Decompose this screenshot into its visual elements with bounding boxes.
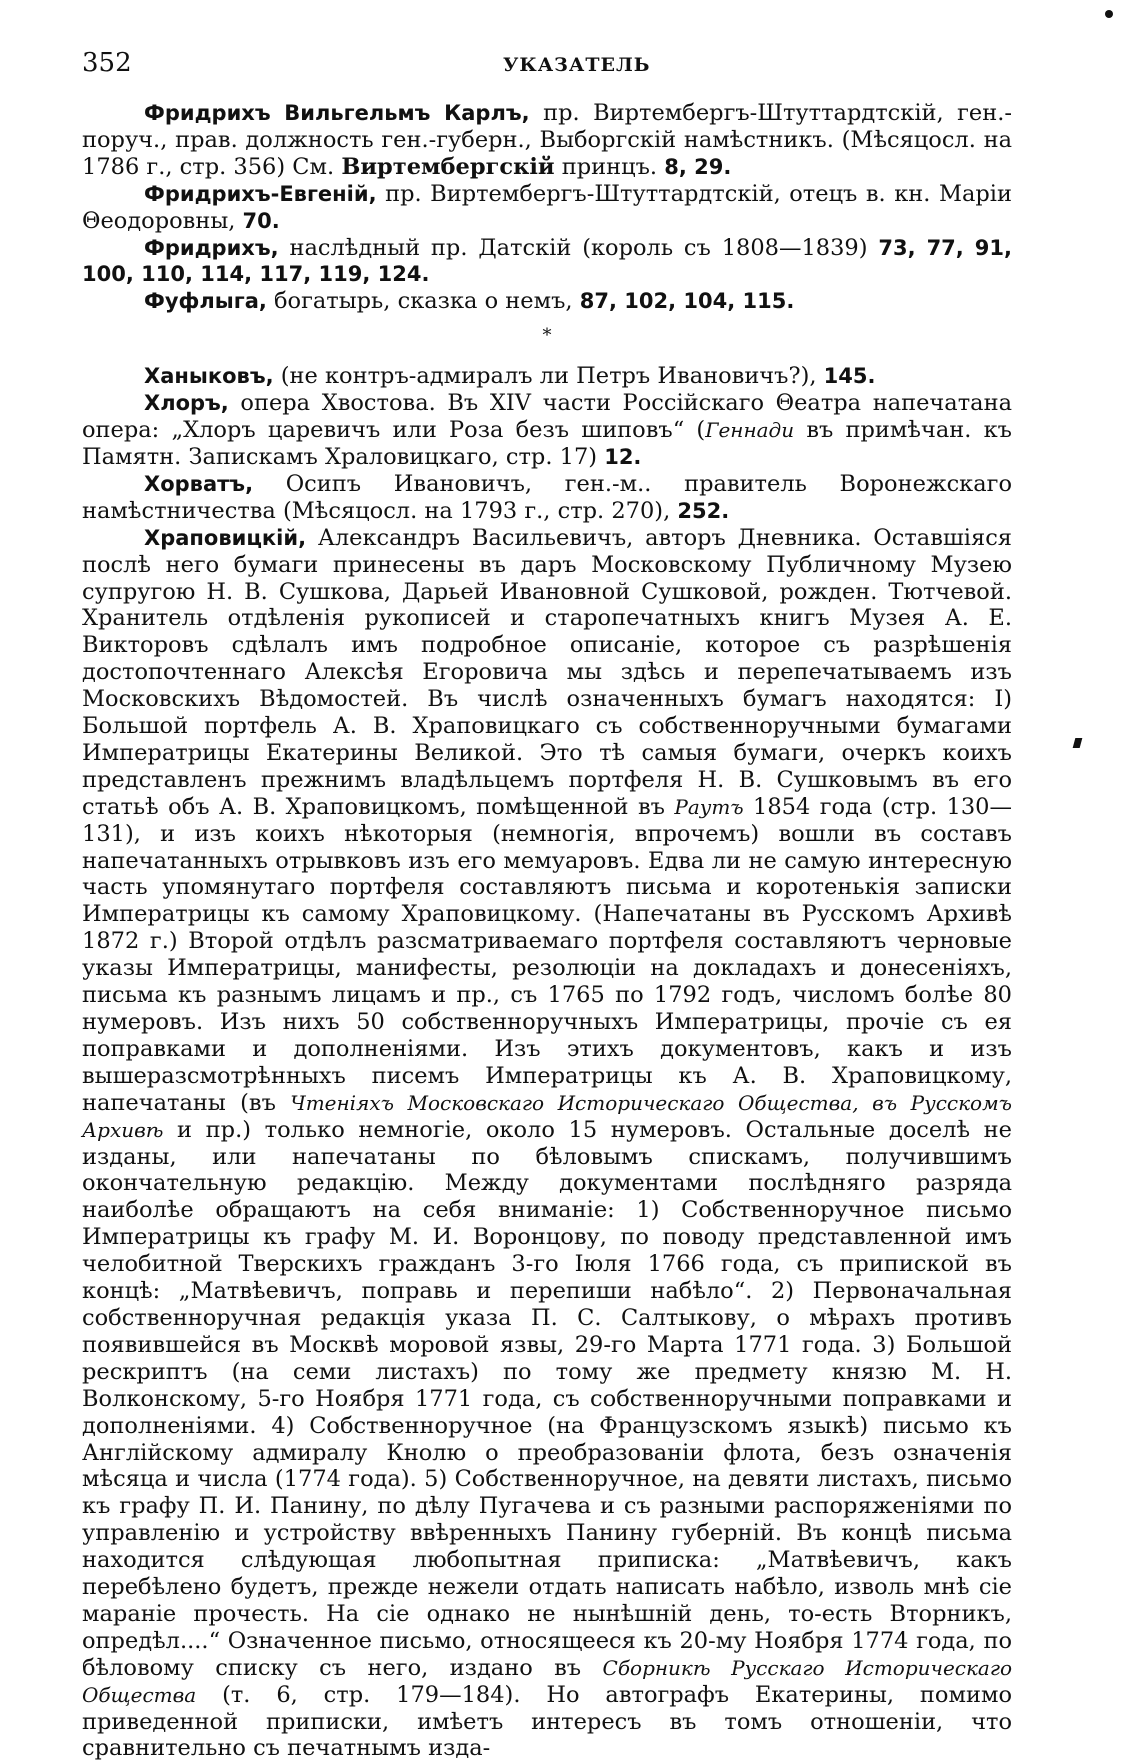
entry-text: въ примѣчан. къ Памятн. Запискамъ Храловицкаго, стр. 17) [82,417,1012,470]
index-entry [82,390,1012,471]
entry-text: (т. 6, стр. 179—184). Но автографъ Екатерины, помимо приведенной приписки, имѣетъ интересъ въ томъ отношеніи, что сравнительно съ печатнымъ изда- [82,1681,1012,1762]
italic-citation: Раутъ [674,794,744,819]
index-entry [82,100,1012,181]
entry-text: Александръ Васильевичъ, авторъ Дневника. Оставшіяся послѣ него бумаги принесены въ даръ Московскому Публичному Музею супругою Н. В. Сушкова, Дарьей Ивановной Сушковой, рожден. Тютчевой. Хранитель отдѣленія рукописей и старопечатныхъ книгъ Музея А. Е. Викторовъ сдѣлалъ имъ подробное описаніе, которое съ разрѣшенія достопочтеннаго Алексѣя Егоровича мы здѣсь и перепечатываемъ изъ Московскихъ Вѣдомостей. Въ числѣ означенныхъ бумагъ находятся: I) Большой портфель А. В. Храповицкаго съ собственноручными бумагами Императрицы Екатерины Великой. Это тѣ самыя бумаги, очеркъ коихъ представленъ прежнимъ владѣльцемъ портфеля Н. В. Сушковымъ въ его статьѣ объ А. В. Храповицкомъ, помѣщенной въ [82,524,1012,820]
entry-heading: Ханыковъ, [144,364,274,389]
italic-citation: Чтеніяхъ Московскаго Историческаго Общества, въ Русскомъ Архивѣ [82,1090,1012,1142]
index-entry-long [82,525,1012,1762]
entry-text: (не контръ-адмиралъ ли Петръ Ивановичъ?), [273,363,824,390]
entry-text: и пр.) только немногіе, около 15 нумеровъ. Остальные доселѣ не изданы, или напечатаны по бѣловымъ спискамъ, получившимъ окончательную редакцію. Между документами послѣдняго разряда наиболѣе обращаютъ на себя вниманіе: 1) Собственноручное письмо Императрицы къ графу М. И. Воронцову, по поводу представленной имъ челобитной Тверскихъ гражданъ 3-го Іюля 1766 года, съ припиской въ концѣ: „Матвѣевичъ, поправь и перепиши набѣло“. 2) Первоначальная собственноручная редакція указа П. С. Салтыкову, о мѣрахъ противъ появившейся въ Москвѣ моровой язвы, 29-го Марта 1771 года. 3) Большой рескриптъ (на семи листахъ) по тому же предмету князю М. Н. Волконскому, 5-го Ноября 1771 года, съ собственноручными поправками и дополненіями. 4) Собственноручное (на Французскомъ языкѣ) письмо къ Англійскому адмиралу Кнолю о преобразованіи флота, безъ означенія мѣсяца и числа (1774 года). 5) Собственноручное, на девяти листахъ, письмо къ графу П. И. Панину, по дѣлу Пугачева и съ разными распоряженіями по управленію и устройству ввѣренныхъ Панину губерній. Въ концѣ письма находится слѣдующая любопытная приписка: „Матвѣевичъ, какъ перебѣлено будетъ, прежде нежели отдать написать набѣло, изволь мнѣ сіе мараніе прочесть. На сіе однако не нынѣшній день, то-есть Вторникъ, опредѣл....“ Означенное письмо, относящееся къ 20-му Ноября 1774 года, по бѣловому списку съ него, издано въ [82,1116,1012,1681]
entry-heading: Хорватъ, [144,471,254,496]
cross-reference: Виртембергскій [341,153,555,180]
running-title: УКАЗАТЕЛЬ [503,54,651,76]
ink-blot-mark [1073,738,1083,748]
page-references: 87, 102, 104, 115. [579,289,795,314]
entry-text: 1854 года (стр. 130—131), и изъ коихъ нѣкоторыя (немногія, впрочемъ) вошли въ составъ напечатанныхъ отрывковъ изъ его мемуаровъ. Едва ли не самую интересную часть упомянутаго портфеля составляютъ письма и коротенькія записки Императрицы къ самому Храповицкому. (Напечатаны въ Русскомъ Архивѣ 1872 г.) Второй отдѣлъ разсматриваемаго портфеля составляютъ черновые указы Императрицы, манифесты, резолюціи на докладахъ и донесеніяхъ, письма къ разнымъ лицамъ и пр., съ 1765 по 1792 годъ, числомъ болѣе 80 нумеровъ. Изъ нихъ 50 собственноручныхъ Императрицы, прочіе съ ея поправками и дополненіями. Изъ этихъ документовъ, какъ и изъ вышеразсмотрѣнныхъ писемъ Императрицы къ А. В. Храповицкому, напечатаны (въ [82,793,1012,1116]
italic-citation: Геннади [705,418,795,443]
entry-text: пр. Виртембергъ-Штуттардтскій, отецъ в. кн. Маріи Θеодоровны, [82,180,1012,234]
index-entry [82,363,1012,390]
index-entry [82,235,1012,289]
page-references: 73, 77, 91, 100, 110, 114, 117, 119, 124. [82,235,1012,287]
page-references: 145. [823,364,876,389]
index-entry [82,471,1012,525]
page-number: 352 [82,48,132,78]
entry-heading: Хлоръ, [144,391,229,416]
entry-text: наслѣдный пр. Датскій (король съ 1808—1839) [278,234,879,261]
entry-text: принцъ. [554,153,665,180]
index-entry [82,288,1012,315]
page-references: 252. [677,498,730,523]
page-references: 70. [242,208,280,233]
entry-text: опера Хвостова. Въ XIV части Россійскаго Θеатра напечатана опера: „Хлоръ царевичъ или Роза безъ шиповъ“ ( [82,390,1012,444]
entry-heading: Храповицкій, [144,525,307,550]
entry-text: Осипъ Ивановичъ, ген.-м.. правитель Воронежскаго намѣстничества (Мѣсяцосл. на 1793 г., стр. 270), [82,470,1012,524]
section-separator: * [542,325,552,347]
entry-heading: Фуфлыга, [144,289,267,314]
index-entry [82,181,1012,235]
page-references: 12. [604,444,642,469]
entry-heading: Фридрихъ, [144,235,279,260]
page-references: 8, 29. [664,154,732,179]
italic-citation: Сборникѣ Русскаго Историческаго Общества [82,1655,1013,1707]
index-body [82,100,1012,1762]
entry-text: богатырь, сказка о немъ, [266,288,580,315]
entry-text: пр. Виртембергъ-Штуттардтскій, ген.-поруч., прав. должность ген.-губерн., Выборгскій намѣстникъ. (Мѣсяцосл. на 1786 г., стр. 356) См. [82,100,1012,180]
entry-heading: Фридрихъ-Евгеній, [144,181,377,206]
ink-dot-mark [1105,10,1113,18]
entry-heading: Фридрихъ Вильгельмъ Карлъ, [144,101,530,125]
